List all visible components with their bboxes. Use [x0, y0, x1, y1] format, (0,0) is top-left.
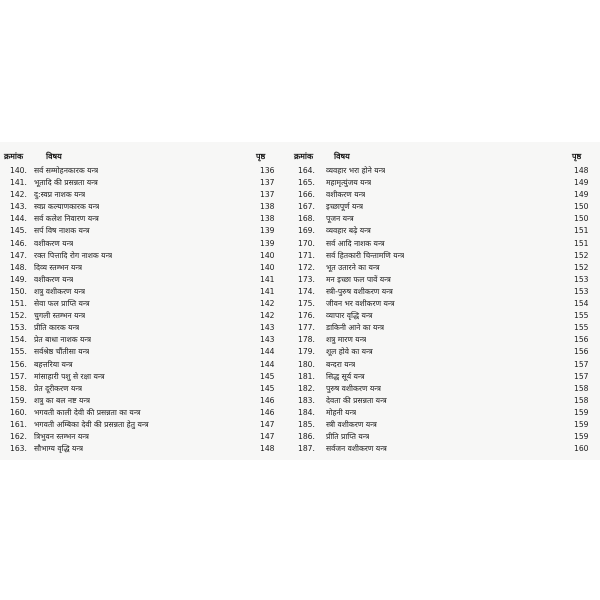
toc-number: 164.	[298, 166, 315, 175]
toc-number: 171.	[298, 250, 315, 260]
toc-page: 159	[574, 432, 589, 442]
toc-subject: भगवती काली देवी की प्रसन्नता का यन्त्र	[34, 407, 141, 417]
toc-row	[292, 431, 594, 443]
header-number: क्रमांक	[294, 152, 314, 161]
toc-subject: शूल होवे का यन्त्र	[326, 347, 373, 357]
toc-row	[2, 177, 282, 189]
toc-row	[292, 334, 594, 346]
toc-subject: बहत्तरिया यन्त्र	[34, 359, 73, 369]
toc-page: 137	[260, 178, 275, 188]
toc-subject: वशीकरण यन्त्र	[326, 190, 366, 200]
toc-subject: पुरुष वशीकरण यन्त्र	[326, 383, 381, 393]
toc-row	[292, 419, 594, 431]
toc-row	[2, 189, 282, 201]
toc-subject: भूतादि की प्रसन्नता यन्त्र	[34, 178, 98, 188]
toc-page: 150	[574, 202, 589, 212]
toc-row	[2, 334, 282, 346]
toc-number: 167.	[298, 202, 315, 212]
toc-page: 145	[260, 371, 275, 381]
toc-number: 153.	[10, 323, 27, 333]
toc-subject: स्त्री वशीकरण यन्त्र	[326, 419, 377, 429]
toc-page: 144	[260, 347, 275, 357]
toc-row	[2, 165, 282, 177]
toc-column-right	[292, 151, 594, 455]
toc-subject: शत्रु का बल नष्ट यन्त्र	[34, 395, 91, 405]
column-header	[292, 151, 594, 165]
toc-row	[2, 225, 282, 237]
toc-row	[292, 395, 594, 407]
toc-number: 155.	[10, 347, 27, 357]
toc-page: 155	[574, 311, 589, 321]
toc-subject: सर्वश्रेष्ठ चौंतीसा यन्त्र	[34, 347, 90, 357]
toc-number: 178.	[298, 335, 315, 345]
toc-page: 148	[260, 444, 275, 454]
toc-page: 156	[574, 347, 589, 357]
toc-number: 148.	[10, 262, 27, 272]
toc-page: 154	[574, 299, 589, 309]
toc-number: 150.	[10, 286, 27, 296]
toc-number: 154.	[10, 335, 27, 345]
toc-page: 142	[260, 311, 275, 321]
toc-subject: सर्व कलेश निवारण यन्त्र	[34, 214, 99, 224]
toc-number: 163.	[10, 444, 27, 454]
toc-subject: मन इच्छा फल पावें यन्त्र	[326, 274, 391, 284]
toc-number: 168.	[298, 214, 315, 224]
toc-subject: मांसाहारी पशु से रक्षा यन्त्र	[34, 371, 105, 381]
toc-number: 147.	[10, 250, 27, 260]
toc-subject: चुगली स्तम्भन यन्त्र	[34, 311, 86, 321]
toc-row	[2, 286, 282, 298]
toc-page: 152	[574, 262, 589, 272]
toc-row	[292, 274, 594, 286]
toc-row	[2, 359, 282, 371]
header-subject: विषय	[46, 152, 62, 161]
header-number: क्रमांक	[4, 152, 24, 161]
toc-subject: प्रीति कारक यन्त्र	[34, 323, 80, 333]
toc-page: 147	[260, 419, 275, 429]
toc-subject: सर्व आदि नाशक यन्त्र	[326, 238, 385, 248]
toc-subject: स्त्री-पुरुष वशीकरण यन्त्र	[326, 286, 393, 296]
toc-number: 169.	[298, 226, 315, 236]
toc-page: 139	[260, 226, 275, 236]
toc-page: 156	[574, 335, 589, 345]
toc-page: 143	[260, 323, 275, 333]
toc-row	[292, 177, 594, 189]
toc-page: 158	[574, 395, 589, 405]
toc-page: 136	[260, 166, 275, 175]
toc-page: 143	[260, 335, 275, 345]
toc-page: 150	[574, 214, 589, 224]
header-page: पृष्ठ	[256, 152, 266, 161]
toc-number: 143.	[10, 202, 27, 212]
toc-row	[292, 407, 594, 419]
toc-number: 187.	[298, 444, 315, 454]
toc-row	[292, 189, 594, 201]
toc-subject: वशीकरण यन्त्र	[34, 274, 74, 284]
toc-subject: पूजन यन्त्र	[326, 214, 354, 224]
toc-page: 141	[260, 286, 275, 296]
toc-subject: शत्रु मारण यन्त्र	[326, 335, 367, 345]
toc-row	[2, 262, 282, 274]
toc-row	[292, 371, 594, 383]
toc-row	[292, 383, 594, 395]
toc-number: 170.	[298, 238, 315, 248]
toc-subject: व्यापार वृद्धि यन्त्र	[326, 311, 373, 321]
toc-subject: व्यवहार भरा होने यन्त्र	[326, 166, 386, 175]
toc-subject: व्यवहार बढ़े यन्त्र	[326, 226, 371, 236]
toc-number: 175.	[298, 299, 315, 309]
toc-row	[2, 371, 282, 383]
toc-page: 157	[574, 359, 589, 369]
toc-row	[2, 383, 282, 395]
toc-subject: प्रेत दूरीकरण यन्त्र	[34, 383, 83, 393]
toc-row	[2, 395, 282, 407]
toc-number: 186.	[298, 432, 315, 442]
toc-page: 149	[574, 190, 589, 200]
toc-subject: महामृत्युंजय यन्त्र	[326, 178, 372, 188]
toc-row	[292, 165, 594, 177]
toc-subject: सर्व हितकारी चिन्तामणि यन्त्र	[326, 250, 405, 260]
toc-number: 142.	[10, 190, 27, 200]
toc-page: 146	[260, 395, 275, 405]
toc-subject: त्रिभुवन स्तम्भन यन्त्र	[34, 432, 89, 442]
toc-subject: प्रीति प्राप्ति यन्त्र	[326, 432, 370, 442]
toc-page: 159	[574, 419, 589, 429]
toc-page: 145	[260, 383, 275, 393]
toc-number: 166.	[298, 190, 315, 200]
toc-number: 180.	[298, 359, 315, 369]
toc-page: 155	[574, 323, 589, 333]
toc-row	[292, 286, 594, 298]
toc-page: 138	[260, 214, 275, 224]
toc-row	[292, 201, 594, 213]
toc-page: 151	[574, 238, 589, 248]
toc-page: 147	[260, 432, 275, 442]
toc-page: 139	[260, 238, 275, 248]
toc-page: 140	[260, 250, 275, 260]
toc-row	[292, 443, 594, 455]
toc-number: 152.	[10, 311, 27, 321]
toc-number: 145.	[10, 226, 27, 236]
toc-subject: दु:स्वप्न नाशक यन्त्र	[34, 190, 86, 200]
toc-subject: स्वप्न कल्याणकारक यन्त्र	[34, 202, 100, 212]
toc-number: 174.	[298, 286, 315, 296]
toc-row	[292, 298, 594, 310]
toc-number: 181.	[298, 371, 315, 381]
toc-subject: प्रेत बाधा नाशक यन्त्र	[34, 335, 92, 345]
toc-page: 157	[574, 371, 589, 381]
toc-row	[292, 359, 594, 371]
toc-page: 142	[260, 299, 275, 309]
toc-number: 156.	[10, 359, 27, 369]
toc-row	[292, 250, 594, 262]
toc-number: 160.	[10, 407, 27, 417]
toc-row	[2, 274, 282, 286]
toc-row	[292, 310, 594, 322]
toc-row	[292, 322, 594, 334]
toc-number: 183.	[298, 395, 315, 405]
toc-row	[2, 250, 282, 262]
toc-row	[2, 443, 282, 455]
toc-subject: इच्छापूर्ण यन्त्र	[326, 202, 364, 212]
toc-subject: भगवती अम्बिका देवी की प्रसन्नता हेतु यन्त्र	[34, 419, 149, 429]
toc-row	[2, 346, 282, 358]
toc-page: 146	[260, 407, 275, 417]
toc-row	[292, 238, 594, 250]
toc-number: 185.	[298, 419, 315, 429]
toc-subject: सेवा फल प्राप्ति यन्त्र	[34, 299, 90, 309]
toc-row	[2, 213, 282, 225]
toc-number: 146.	[10, 238, 27, 248]
toc-subject: वशीकरण यन्त्र	[34, 238, 74, 248]
toc-page: 158	[574, 383, 589, 393]
toc-number: 149.	[10, 274, 27, 284]
toc-number: 173.	[298, 274, 315, 284]
header-subject: विषय	[334, 152, 350, 161]
toc-subject: मोहनी यन्त्र	[326, 407, 357, 417]
toc-number: 141.	[10, 178, 27, 188]
toc-subject: सिद्ध सूर्य यन्त्र	[326, 371, 365, 381]
toc-number: 184.	[298, 407, 315, 417]
column-header	[2, 151, 282, 165]
toc-subject: डाकिनी आने का यन्त्र	[326, 323, 385, 333]
toc-number: 165.	[298, 178, 315, 188]
toc-rows	[2, 165, 282, 455]
toc-row	[2, 201, 282, 213]
toc-row	[292, 262, 594, 274]
toc-row	[2, 419, 282, 431]
toc-number: 182.	[298, 383, 315, 393]
toc-page: 152	[574, 250, 589, 260]
toc-page: 159	[574, 407, 589, 417]
toc-row	[2, 298, 282, 310]
toc-page: 144	[260, 359, 275, 369]
toc-number: 159.	[10, 395, 27, 405]
toc-number: 161.	[10, 419, 27, 429]
toc-column-left	[2, 151, 282, 455]
toc-number: 172.	[298, 262, 315, 272]
toc-number: 177.	[298, 323, 315, 333]
toc-page: 140	[260, 262, 275, 272]
toc-subject: सर्प विष नाशक यन्त्र	[34, 226, 90, 236]
toc-subject: जीवन भर वशीकरण यन्त्र	[326, 299, 395, 309]
toc-subject: सर्वजन वशीकरण यन्त्र	[326, 444, 387, 454]
toc-number: 179.	[298, 347, 315, 357]
toc-page: 160	[574, 444, 589, 454]
toc-row	[292, 346, 594, 358]
toc-subject: रक्त पित्तादि रोग नाशक यन्त्र	[34, 250, 113, 260]
toc-page: 138	[260, 202, 275, 212]
toc-number: 162.	[10, 432, 27, 442]
toc-subject: सर्व सम्मोहनकारक यन्त्र	[34, 166, 99, 175]
toc-row	[2, 431, 282, 443]
toc-subject: सौभाग्य वृद्धि यन्त्र	[34, 444, 84, 454]
toc-number: 140.	[10, 166, 27, 175]
toc-row	[2, 238, 282, 250]
toc-row	[2, 322, 282, 334]
toc-rows	[292, 165, 594, 455]
toc-row	[2, 310, 282, 322]
toc-subject: दिव्य स्तम्भन यन्त्र	[34, 262, 83, 272]
toc-number: 157.	[10, 371, 27, 381]
header-page: पृष्ठ	[572, 152, 582, 161]
toc-row	[2, 407, 282, 419]
toc-number: 176.	[298, 311, 315, 321]
toc-subject: भूत उतारने का यन्त्र	[326, 262, 380, 272]
toc-page: 153	[574, 274, 589, 284]
toc-number: 144.	[10, 214, 27, 224]
toc-subject: देवता की प्रसन्नता यन्त्र	[326, 395, 387, 405]
toc-page: 153	[574, 286, 589, 296]
toc-page: 148	[574, 166, 589, 175]
toc-row	[292, 213, 594, 225]
toc-page: 149	[574, 178, 589, 188]
toc-number: 151.	[10, 299, 27, 309]
toc-page: 151	[574, 226, 589, 236]
toc-subject: शत्रु वशीकरण यन्त्र	[34, 286, 86, 296]
toc-number: 158.	[10, 383, 27, 393]
toc-page: 141	[260, 274, 275, 284]
toc-row	[292, 225, 594, 237]
toc-subject: बन्दरा यन्त्र	[326, 359, 356, 369]
toc-page: 137	[260, 190, 275, 200]
